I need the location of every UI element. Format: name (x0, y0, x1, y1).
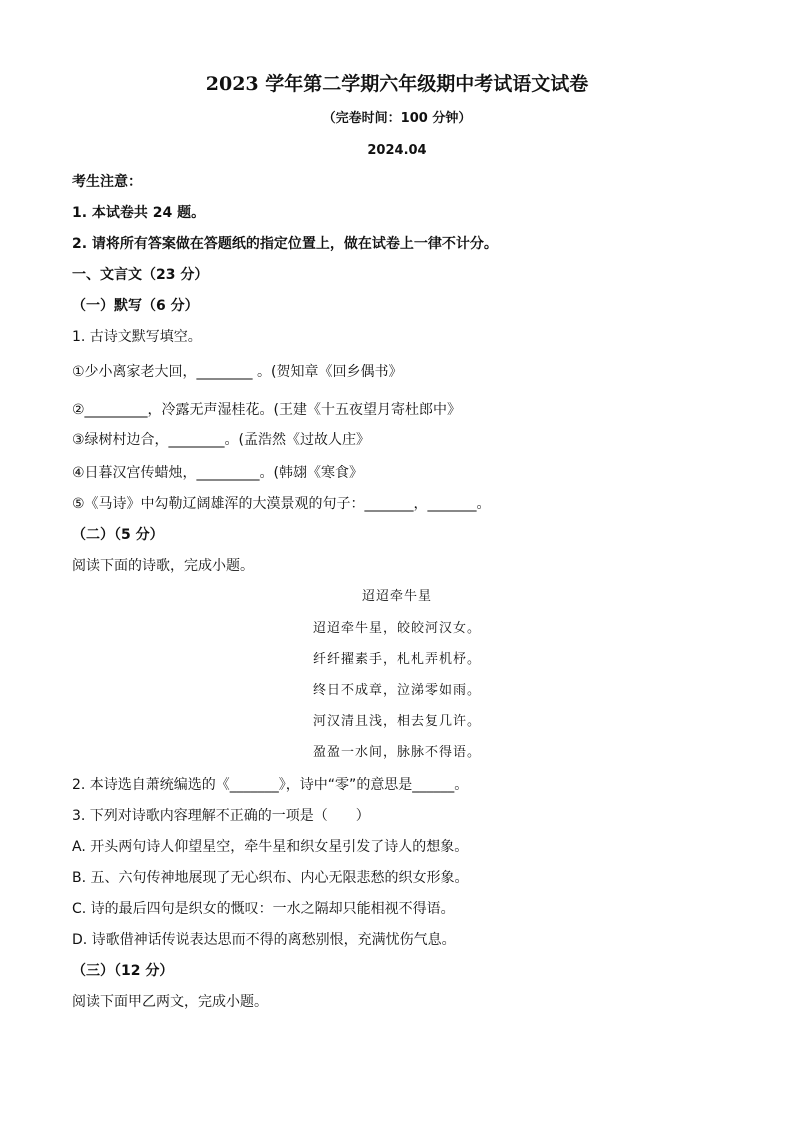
section-heading-classical: 一、文言文（23 分） (72, 267, 209, 283)
poem-instruction: 阅读下面的诗歌，完成小题。 (72, 558, 254, 574)
poem-line: 终日不成章，泣涕零如雨。 (312, 683, 481, 698)
option-a: A. 开头两句诗人仰望星空，牵牛星和织女星引发了诗人的想象。 (72, 839, 469, 855)
question-3: 3. 下列对诗歌内容理解不正确的一项是（ ） (72, 808, 370, 824)
poem-line: 盈盈一水间，脉脉不得语。 (312, 745, 481, 760)
poem-title: 迢迢牵牛星 (361, 589, 432, 604)
part-heading-prose: （三）（12 分） (72, 963, 174, 979)
exam-title: 2023 学年第二学期六年级期中考试语文试卷 (205, 73, 589, 95)
fill-item-5: ⑤《马诗》中勾勒辽阔雄浑的大漠景观的句子：_______，_______。 (72, 496, 491, 512)
poem-line: 迢迢牵牛星，皎皎河汉女。 (312, 621, 481, 636)
option-b: B. 五、六句传神地展现了无心织布、内心无限悲愁的织女形象。 (72, 870, 469, 886)
poem-line: 河汉清且浅，相去复几许。 (312, 714, 481, 729)
option-d: D. 诗歌借神话传说表达思而不得的离愁别恨，充满忧伤气息。 (72, 932, 456, 948)
option-c: C. 诗的最后四句是织女的慨叹：一水之隔却只能相视不得语。 (72, 901, 455, 917)
fill-item-3: ③绿树村边合，________。(孟浩然《过故人庄》 (72, 432, 371, 448)
exam-date: 2024.04 (367, 143, 427, 158)
prose-instruction: 阅读下面甲乙两文，完成小题。 (72, 994, 268, 1010)
question-1: 1. 古诗文默写填空。 (72, 329, 202, 345)
notice-item-1: 1. 本试卷共 24 题。 (72, 205, 206, 221)
fill-item-1: ①少小离家老大回，________ 。(贺知章《回乡偶书》 (72, 364, 403, 380)
part-heading-poem: （二）（5 分） (72, 527, 164, 543)
notice-heading: 考生注意： (72, 174, 142, 190)
poem-line: 纤纤擢素手，札札弄机杼。 (312, 652, 481, 667)
exam-duration: （完卷时间：100 分钟） (322, 111, 472, 126)
fill-item-2: ②_________，冷露无声湿桂花。(王建《十五夜望月寄杜郎中》 (72, 402, 462, 418)
fill-item-4: ④日暮汉宫传蜡烛，_________。(韩翃《寒食》 (72, 465, 364, 481)
part-heading-dictation: （一）默写（6 分） (72, 298, 199, 314)
notice-item-2: 2. 请将所有答案做在答题纸的指定位置上，做在试卷上一律不计分。 (72, 236, 498, 252)
question-2: 2. 本诗选自萧统编选的《_______》，诗中“零”的意思是______。 (72, 777, 469, 793)
